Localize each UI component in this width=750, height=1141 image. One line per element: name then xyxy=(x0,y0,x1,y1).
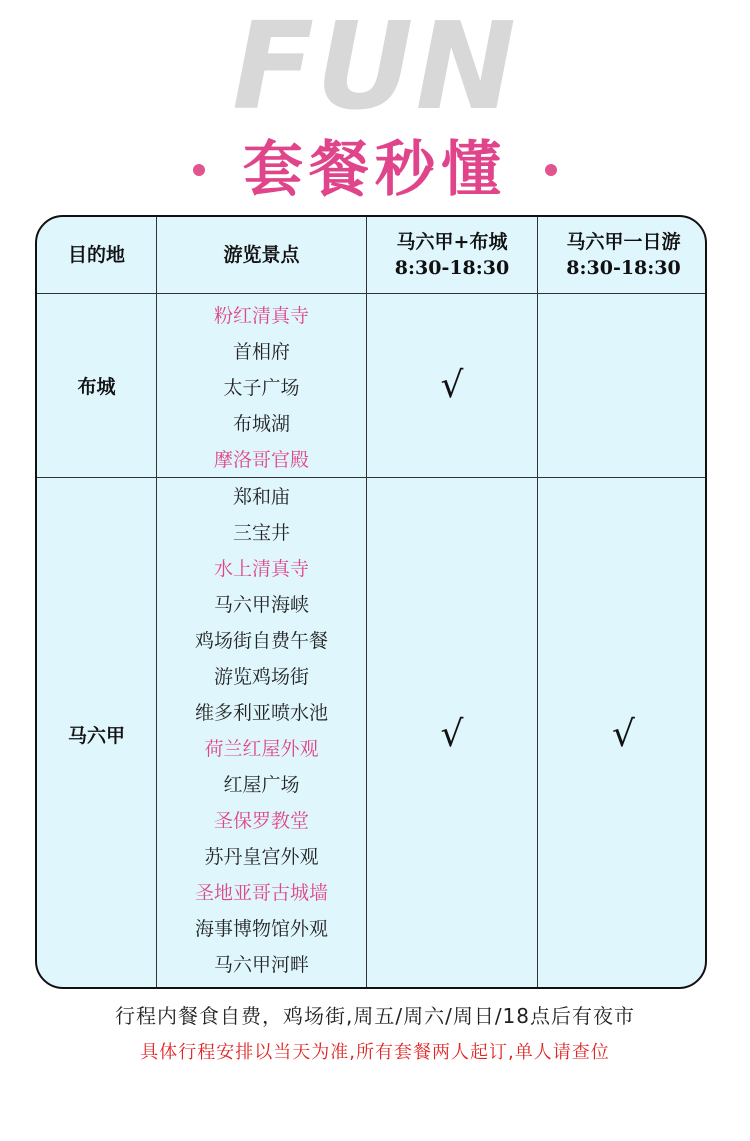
header-plan2 xyxy=(538,217,707,293)
plan2-check-cell xyxy=(538,478,707,989)
spot-item: 三宝井 xyxy=(232,522,290,544)
spot-item: 游览鸡场街 xyxy=(213,666,309,688)
spots-cell xyxy=(157,479,366,989)
destination-cell: 布城 xyxy=(77,376,116,398)
plan1-time: 8:30-18:30 xyxy=(394,257,510,279)
spot-item: 海事博物馆外观 xyxy=(194,918,328,940)
plan2-name: 马六甲一日游 xyxy=(566,231,681,253)
check-mark-icon: √ xyxy=(612,714,635,755)
spot-item: 维多利亚喷水池 xyxy=(194,702,328,724)
spot-item: 红屋广场 xyxy=(223,774,300,796)
title-banner xyxy=(0,130,750,210)
spot-item: 郑和庙 xyxy=(232,486,290,508)
plan1-check-cell xyxy=(367,294,537,477)
spot-item: 摩洛哥官殿 xyxy=(213,449,309,471)
left-dot-icon xyxy=(193,164,205,176)
spot-item: 马六甲海峡 xyxy=(213,594,309,616)
booking-note: 具体行程安排以当天为准,所有套餐两人起订,单人请查位 xyxy=(140,1042,610,1063)
plan2-check-cell xyxy=(538,294,707,477)
spot-item: 太子广场 xyxy=(223,377,300,399)
page-title: 套餐秒懂 xyxy=(243,135,507,205)
right-dot-icon xyxy=(545,164,557,176)
header-spots: 游览景点 xyxy=(223,244,300,266)
spot-item: 苏丹皇宫外观 xyxy=(204,846,319,868)
plan1-check-cell xyxy=(367,478,537,989)
spot-item: 圣地亚哥古城墙 xyxy=(194,882,328,904)
spots-cell xyxy=(157,298,366,478)
spot-item: 粉红清真寺 xyxy=(213,305,309,327)
spot-item: 布城湖 xyxy=(232,413,290,435)
check-mark-icon: √ xyxy=(440,365,464,406)
spot-item: 圣保罗教堂 xyxy=(213,810,309,832)
spot-item: 水上清真寺 xyxy=(213,558,309,580)
spot-item: 马六甲河畔 xyxy=(213,954,309,976)
package-table xyxy=(35,215,707,989)
destination-cell: 马六甲 xyxy=(67,725,125,747)
header-plan1 xyxy=(367,217,537,293)
plan2-time: 8:30-18:30 xyxy=(566,257,681,279)
spot-item: 鸡场街自费午餐 xyxy=(194,630,328,652)
fun-watermark: FUN xyxy=(232,0,518,137)
spot-item: 荷兰红屋外观 xyxy=(204,738,319,760)
meal-note: 行程内餐食自费，鸡场街,周五/周六/周日/18点后有夜市 xyxy=(114,1004,636,1028)
spot-item: 首相府 xyxy=(232,341,290,363)
plan1-name: 马六甲+布城 xyxy=(396,231,508,253)
header-destination: 目的地 xyxy=(67,244,125,266)
check-mark-icon: √ xyxy=(440,714,464,755)
